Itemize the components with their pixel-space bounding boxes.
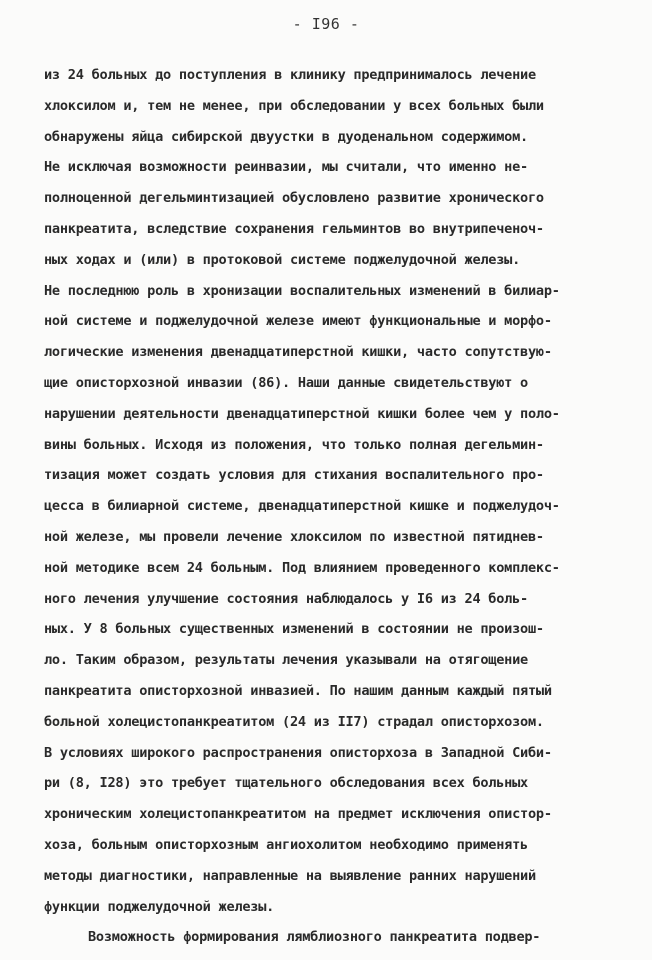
text-line: из 24 больных до поступления в клинику предпринималось лечение [44, 67, 536, 83]
text-line: ного лечения улучшение состояния наблюдалось у I6 из 24 боль- [44, 590, 528, 607]
page-number: - I96 - [292, 15, 360, 33]
text-line: панкреатита, вследствие сохранения гельминтов во внутрипеченоч- [44, 220, 544, 237]
text-line: методы диагностики, направленные на выявление ранних нарушений [44, 867, 536, 884]
text-line: нарушении деятельности двенадцатиперстной кишки более чем у поло- [44, 405, 560, 422]
text-line: хоза, больным описторхозным ангиохолитом необходимо применять [44, 836, 528, 853]
text-line: хроническим холецистопанкреатитом на предмет исключения опистор- [44, 806, 552, 823]
text-line: больной холецистопанкреатитом (24 из II7) страдал описторхозом. [44, 713, 544, 730]
text-line: полноценной дегельминтизацией обусловлено развитие хронического [44, 190, 544, 207]
text-line: тизация может создать условия для стихания воспалительного про- [44, 467, 544, 484]
text-line: вины больных. Исходя из положения, что только полная дегельмин- [44, 436, 544, 453]
paragraph-start-line: Возможность формирования лямблиозного панкреатита подвер- [88, 929, 541, 946]
text-line: ной системе и поджелудочной железе имеют функциональные и морфо- [44, 313, 552, 330]
text-line: ной железе, мы провели лечение хлоксилом по известной пятиднев- [44, 528, 544, 545]
text-line: ной методике всем 24 больным. Под влиянием проведенного комплекс- [44, 559, 560, 576]
text-line: Не исключая возможности реинвазии, мы считали, что именно не- [44, 159, 528, 176]
text-line: функции поджелудочной железы. [44, 898, 275, 915]
text-line: Не последнюю роль в хронизации воспалительных изменений в билиар- [44, 282, 560, 299]
text-line: обнаружены яйца сибирской двуустки в дуоденальном содержимом. [44, 128, 528, 145]
text-line: ных. У 8 больных существенных изменений в состоянии не произош- [44, 621, 544, 638]
text-line: ных ходах и (или) в протоковой системе поджелудочной железы. [44, 251, 521, 268]
text-line: ри (8, I28) это требует тщательного обследования всех больных [44, 775, 528, 792]
text-line: В условиях широкого распространения описторхоза в Западной Сиби- [44, 744, 552, 761]
text-line: логические изменения двенадцатиперстной кишки, часто сопутствую- [44, 344, 552, 361]
text-line: ло. Таким образом, результаты лечения указывали на отягощение [44, 652, 528, 669]
text-line: цесса в билиарной системе, двенадцатиперстной кишке и поджелудоч- [44, 498, 560, 515]
text-line: щие описторхозной инвазии (86). Наши данные свидетельствуют о [44, 374, 528, 391]
body-text [44, 60, 614, 953]
text-line: хлоксилом и, тем не менее, при обследовании у всех больных были [44, 97, 544, 114]
text-line: панкреатита описторхозной инвазией. По нашим данным каждый пятый [44, 682, 552, 699]
